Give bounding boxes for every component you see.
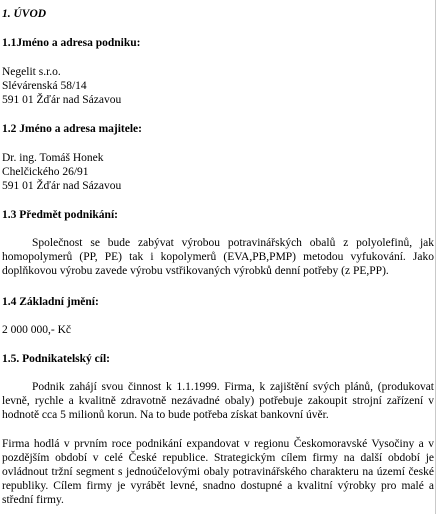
section-5-heading: 1.5. Podnikatelský cíl: bbox=[2, 353, 110, 365]
section-2-heading: 1.2 Jméno a adresa majitele: bbox=[2, 123, 142, 135]
section-1-heading: 1.1Jméno a adresa podniku: bbox=[2, 37, 141, 49]
company-name: Negelit s.r.o. bbox=[2, 66, 61, 78]
owner-street: Chelčického 26/91 bbox=[2, 166, 89, 178]
section-5-paragraph-2: Firma hodlá v prvním roce podnikání expandovat v regionu Českomoravské Vysočiny a v pozdějším období v celé České republice. Strategickým cílem firmy na další období je ovládnout tržní segment s jednoúčelovými obaly potravinářského charakteru na území české republiky. Cílem firmy je vyrábět levné, snadno dostupné a kvalitní výrobky pro malé a střední firmy. bbox=[2, 438, 434, 506]
capital-value: 2 000 000,- Kč bbox=[2, 324, 71, 336]
owner-name: Dr. ing. Tomáš Honek bbox=[2, 152, 104, 164]
section-5-paragraph-1: Podnik zahájí svou činnost k 1.1.1999. Firma, k zajištění svých plánů, (produkovat levně, rychle a kvalitně zdravotně nezávadné obaly) potřebuje zakoupit strojní zařízení v hodnotě cca 5 milionů korun. Na to bude potřeba získat bankovní úvěr. bbox=[2, 381, 434, 421]
section-3-paragraph: Společnost se bude zabývat výrobou potravinářských obalů z polyolefinů, jak homopolymerů (PP, PE) tak i kopolymerů (EVA,PB,PMP) metodou vyfukování. Jako doplňkovou výrobu zavede výrobu vstřikovaných výrobků denní potřeby (z PE,PP). bbox=[2, 237, 434, 277]
company-city: 591 01 Žďár nad Sázavou bbox=[2, 94, 122, 106]
section-4-heading: 1.4 Základní jmění: bbox=[2, 296, 99, 308]
section-3-heading: 1.3 Předmět podnikání: bbox=[2, 209, 118, 221]
document-title: 1. ÚVOD bbox=[2, 8, 47, 20]
company-street: Slévárenská 58/14 bbox=[2, 80, 87, 92]
owner-city: 591 01 Žďár nad Sázavou bbox=[2, 180, 122, 192]
